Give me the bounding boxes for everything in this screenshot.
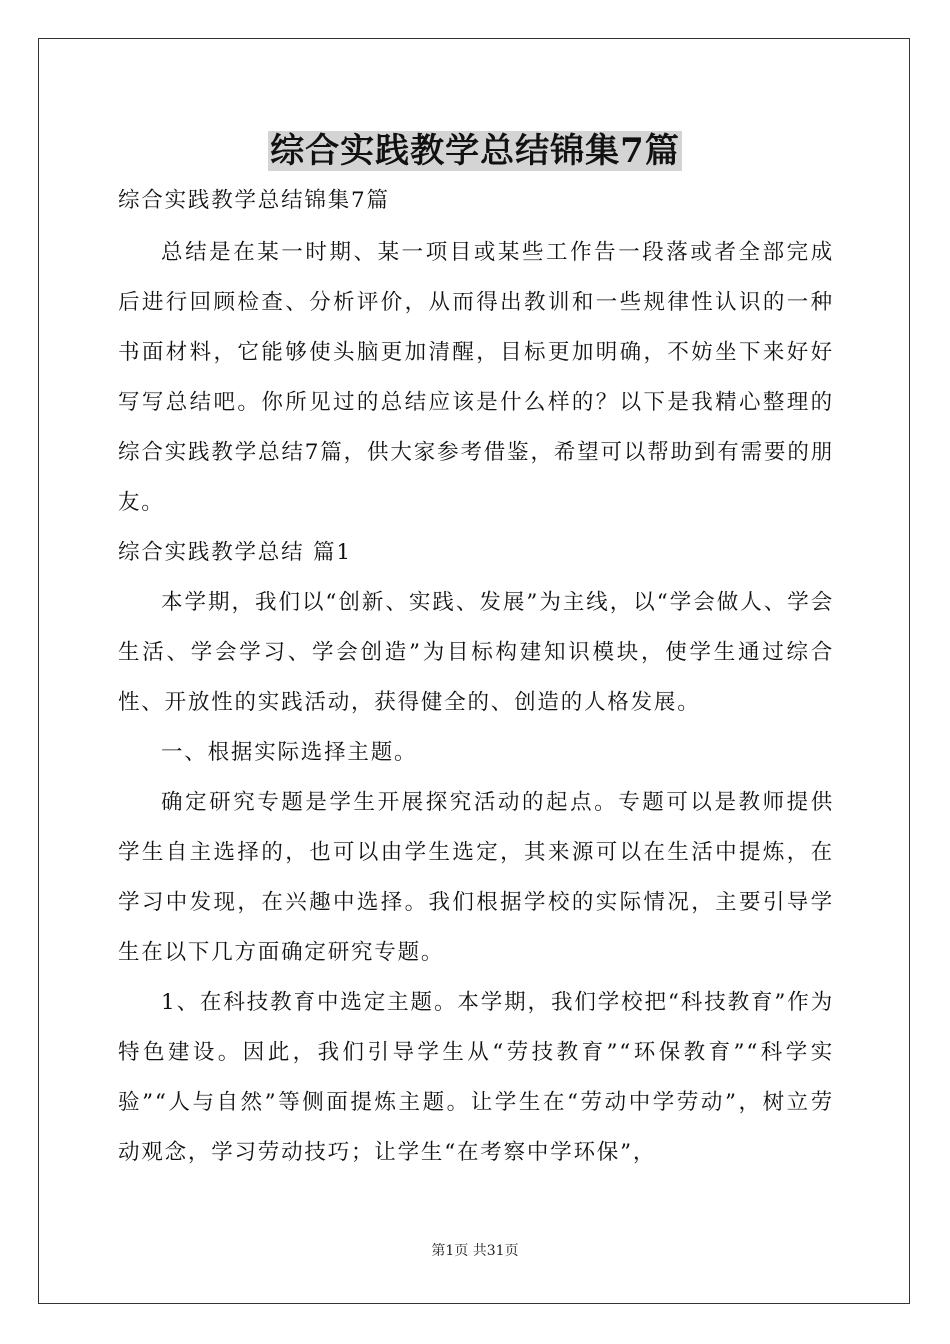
paragraph-3: 确定研究专题是学生开展探究活动的起点。专题可以是教师提供学生自主选择的，也可以由学生选定，其来源可以在生活中提炼，在学习中发现，在兴趣中选择。我们根据学校的实际情况，主要引导学生在以下几方面确定研究专题。 (118, 790, 834, 965)
intro-paragraph: 总结是在某一时期、某一项目或某些工作告一段落或者全部完成后进行回顾检查、分析评价，从而得出教训和一些规律性认识的一种书面材料，它能够使头脑更加清醒，目标更加明确，不妨坐下来好好写写总结吧。你所见过的总结应该是什么样的？以下是我精心整理的综合实践教学总结7篇，供大家参考借鉴，希望可以帮助到有需要的朋友。 (118, 240, 834, 515)
paragraph-4: 1、在科技教育中选定主题。本学期，我们学校把“科技教育”作为特色建设。因此，我们引导学生从“劳技教育”“环保教育”“科学实验”“人与自然”等侧面提炼主题。让学生在“劳动中学劳动”，树立劳动观念，学习劳动技巧；让学生“在考察中学环保”， (118, 990, 834, 1165)
subtitle-line: 综合实践教学总结锦集7篇 (118, 188, 390, 213)
page-footer: 第1页 共31页 (431, 1243, 519, 1259)
paragraph-2: 一、根据实际选择主题。 (161, 740, 418, 765)
section-heading: 综合实践教学总结 篇1 (118, 540, 352, 565)
document-body (118, 176, 834, 1178)
document-title (0, 126, 950, 176)
document-title-text: 综合实践教学总结锦集7篇 (270, 131, 680, 171)
paragraph-1: 本学期，我们以“创新、实践、发展”为主线，以“学会做人、学会生活、学会学习、学会创造”为目标构建知识模块，使学生通过综合性、开放性的实践活动，获得健全的、创造的人格发展。 (118, 590, 834, 715)
